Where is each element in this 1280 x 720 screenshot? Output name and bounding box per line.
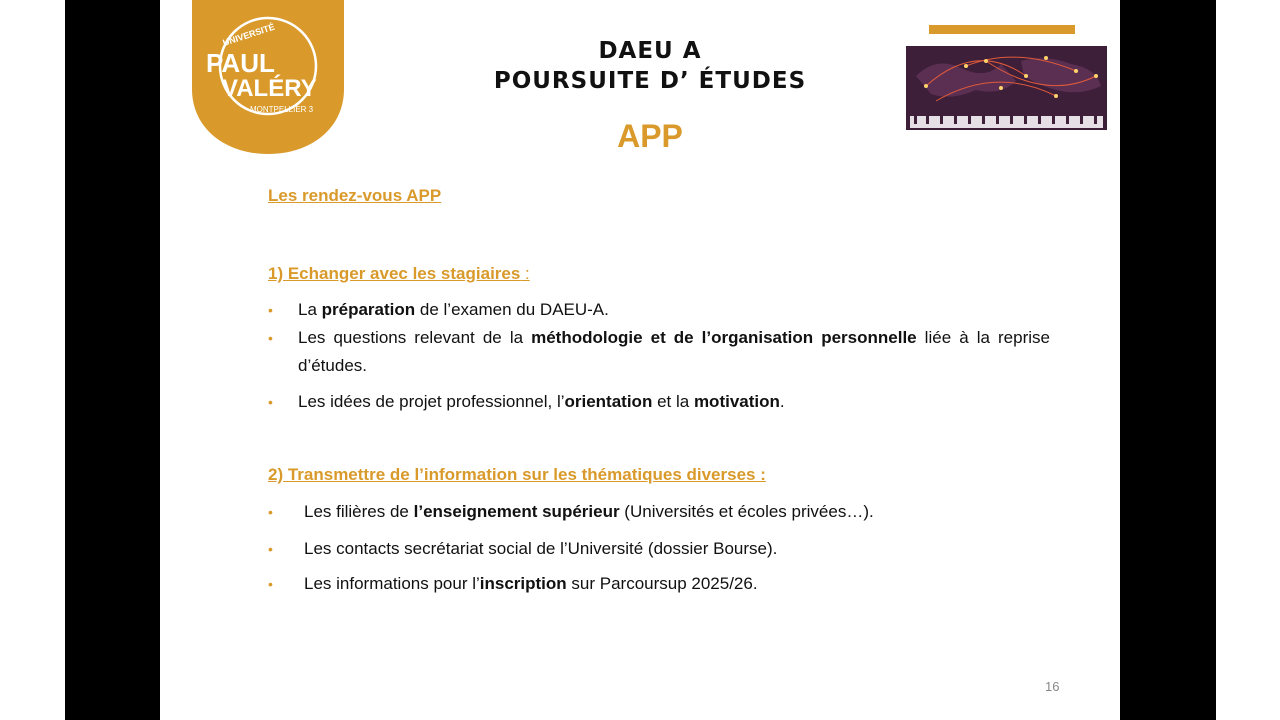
section1-heading-colon: : — [520, 264, 530, 283]
accent-bar — [929, 25, 1075, 34]
bullet-text: sur Parcoursup 2025/26. — [566, 574, 758, 593]
list-item — [268, 498, 1050, 526]
bullet-text: et la — [652, 392, 694, 411]
list-item — [268, 570, 1050, 598]
bullet-icon: • — [268, 541, 273, 557]
section-intro-heading: Les rendez-vous APP — [268, 186, 442, 205]
bullet-text: liée à la reprise d’études. — [298, 328, 1050, 375]
bullet-bold-text: méthodologie et de l’organisation personnelle — [531, 328, 917, 347]
bullet-icon: • — [268, 302, 273, 318]
bullet-icon: • — [268, 330, 273, 346]
bullet-bold-text: motivation — [693, 392, 780, 411]
bullet-text: La — [298, 300, 322, 319]
bullet-text: Les questions relevant de la — [298, 328, 532, 347]
section1-heading — [268, 264, 530, 284]
section2-heading: 2) Transmettre de l’information sur les thématiques diverses : — [268, 465, 766, 484]
presentation-slide — [160, 0, 1120, 720]
logo-text-montpellier: MONTPELLIER 3 — [250, 105, 314, 114]
right-letterbox — [1120, 0, 1216, 720]
bullet-text: Les contacts secrétariat social de l’Université (dossier Bourse). — [304, 539, 778, 558]
logo-text-universite: UNIVERSITÉ — [221, 21, 276, 48]
bullet-text: (Universités et écoles privées…). — [619, 502, 874, 521]
bullet-bold-text: orientation — [564, 392, 653, 411]
list-item — [268, 296, 1050, 324]
section2-bullet-list — [268, 498, 1050, 598]
logo-text-paul: PAUL — [206, 48, 275, 78]
slide-title-line1: DAEU A — [598, 38, 702, 64]
slide-title-line2: POURSUITE D’ ÉTUDES — [493, 68, 807, 94]
bullet-text: Les filières de — [304, 502, 414, 521]
bullet-text: Les informations pour l’ — [304, 574, 480, 593]
world-map-image — [906, 46, 1107, 130]
bullet-bold-text: inscription — [479, 574, 567, 593]
slide-subtitle: APP — [617, 118, 683, 154]
list-item — [268, 535, 1050, 563]
section1-heading-text: 1) Echanger avec les stagiaires — [268, 264, 521, 283]
bullet-bold-text: l’enseignement supérieur — [413, 502, 620, 521]
bullet-icon: • — [268, 394, 273, 410]
bullet-text: de l’examen du DAEU-A. — [415, 300, 609, 319]
bullet-icon: • — [268, 576, 273, 592]
bullet-icon: • — [268, 504, 273, 520]
logo-text-valery: VALÉRY — [222, 75, 317, 102]
left-letterbox — [65, 0, 160, 720]
list-item — [268, 324, 1050, 380]
section1-bullet-list — [268, 296, 1050, 416]
bullet-bold-text: préparation — [321, 300, 416, 319]
slide-page-number: 16 — [1045, 679, 1060, 694]
bullet-text: . — [779, 392, 785, 411]
list-item — [268, 388, 1050, 416]
bullet-text: Les idées de projet professionnel, l’ — [298, 392, 565, 411]
